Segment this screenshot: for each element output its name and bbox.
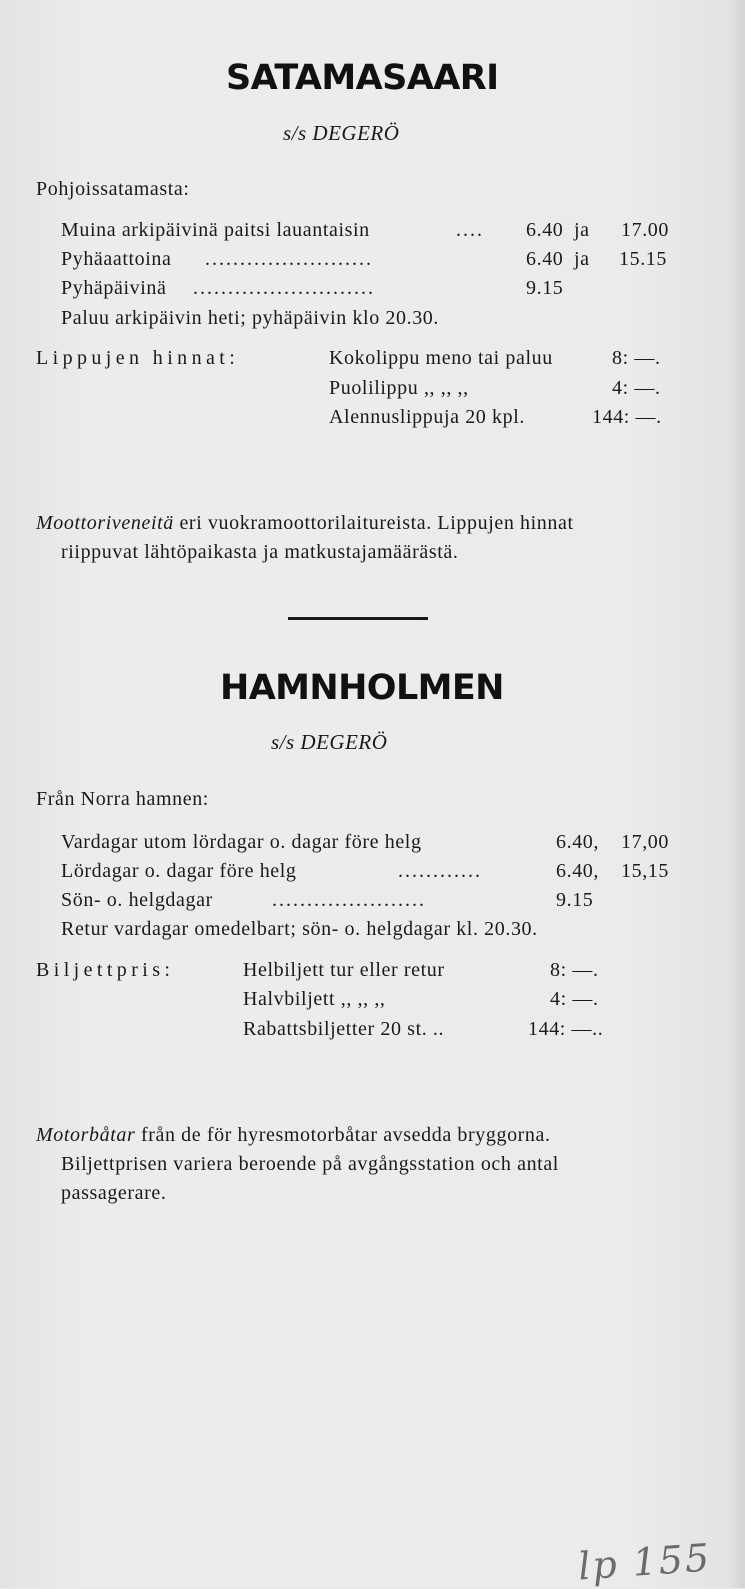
leader-dots: ............ (398, 860, 482, 882)
conjunction-word: ja (574, 248, 590, 270)
price-value: 144: —.. (528, 1018, 604, 1040)
leader-dots: .......................... (193, 277, 375, 299)
return-info: Retur vardagar omedelbart; sön- o. helgdagar kl. 20.30. (61, 918, 538, 940)
schedule-row-label: Pyhäaattoina (61, 248, 172, 270)
schedule-row-label: Muina arkipäivinä paitsi lauantaisin (61, 219, 370, 241)
note-text: eri vuokramoottorilaitureista. Lippujen hinnat (173, 512, 574, 534)
departure-time: 6.40, (556, 831, 599, 853)
departure-time: 15.15 (619, 248, 667, 270)
price-value: 8: —. (612, 347, 661, 369)
schedule-row-label: Sön- o. helgdagar (61, 889, 213, 911)
price-value: 4: —. (612, 377, 661, 399)
schedule-row-label: Pyhäpäivinä (61, 277, 167, 299)
motorboat-note (36, 512, 574, 535)
ship-name-hamnholmen: s/s DEGERÖ (271, 730, 388, 754)
note-emphasis: Motorbåtar (36, 1124, 136, 1146)
departure-time: 15,15 (621, 860, 669, 882)
motorboat-note-line: Biljettprisen variera beroende på avgångsstation och antal (61, 1153, 559, 1175)
prices-label: Biljettpris: (36, 959, 175, 981)
price-label: Puolilippu ,, ,, ,, (329, 377, 469, 399)
departure-point-hamnholmen: Från Norra hamnen: (36, 788, 209, 810)
section-title-hamnholmen: HAMNHOLMEN (220, 668, 504, 708)
section-divider (288, 617, 428, 620)
departure-time: 9.15 (526, 277, 564, 299)
handwritten-archive-mark: lp 155 (576, 1535, 713, 1589)
price-label: Kokolippu meno tai paluu (329, 347, 553, 369)
section-title-satamasaari: SATAMASAARI (226, 58, 499, 98)
departure-time: 6.40 (526, 248, 564, 270)
departure-time: 17,00 (621, 831, 669, 853)
conjunction-word: ja (574, 219, 590, 241)
note-text: från de för hyresmotorbåtar avsedda bryggorna. (135, 1124, 551, 1146)
departure-point-satamasaari: Pohjoissatamasta: (36, 178, 190, 200)
price-value: 144: —. (592, 406, 662, 428)
page-edge-shadow (727, 0, 745, 1588)
return-info: Paluu arkipäivin heti; pyhäpäivin klo 20.30. (61, 307, 440, 329)
leader-dots: .... (456, 219, 484, 241)
departure-time: 6.40 (526, 219, 564, 241)
price-value: 4: —. (550, 988, 599, 1010)
departure-time: 9.15 (556, 889, 594, 911)
price-value: 8: —. (550, 959, 599, 981)
motorboat-note (36, 1124, 551, 1147)
motorboat-note-line: riippuvat lähtöpaikasta ja matkustajamäärästä. (61, 541, 459, 563)
ship-name-satamasaari: s/s DEGERÖ (283, 121, 400, 145)
price-label: Halvbiljett ,, ,, ,, (243, 988, 386, 1010)
departure-time: 6.40, (556, 860, 599, 882)
departure-time: 17.00 (621, 219, 669, 241)
leader-dots: ........................ (205, 248, 373, 270)
price-label: Alennuslippuja 20 kpl. (329, 406, 525, 428)
schedule-row-label: Vardagar utom lördagar o. dagar före helg (61, 831, 422, 853)
schedule-row-label: Lördagar o. dagar före helg (61, 860, 297, 882)
motorboat-note-line: passagerare. (61, 1182, 167, 1204)
note-emphasis: Moottoriveneitä (36, 512, 174, 534)
price-label: Helbiljett tur eller retur (243, 959, 445, 981)
price-label: Rabattsbiljetter 20 st. .. (243, 1018, 445, 1040)
prices-label: Lippujen hinnat: (36, 347, 240, 369)
leader-dots: ...................... (272, 889, 426, 911)
